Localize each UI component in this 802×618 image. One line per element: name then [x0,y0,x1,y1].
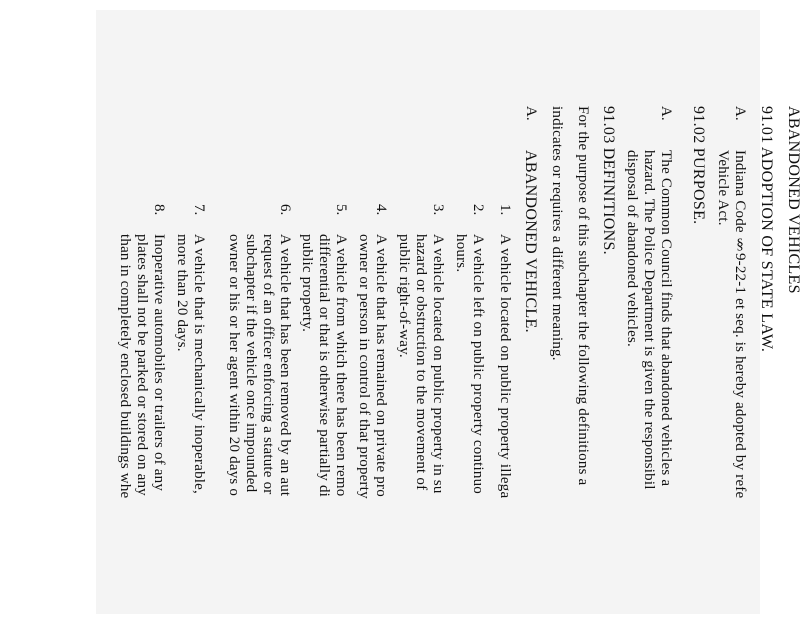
section-heading-9102: 91.02 PURPOSE. [690,106,707,225]
list-item-number: 5. [333,204,349,216]
paragraph-line: Vehicle Act. [715,150,731,226]
list-item-line: more than 20 days. [174,234,190,352]
paragraph-line: indicates or requires a different meaning. [549,106,565,361]
list-item-number: 2. [470,204,486,216]
list-item-line: A vehicle left on public property continuo [470,234,486,495]
list-item-number: 3. [430,204,446,216]
list-item-line: A vehicle that has remained on private pro [373,234,389,497]
paragraph-line: disposal of abandoned vehicles. [624,150,640,347]
list-item-line: A vehicle that has been removed by an aut [277,234,293,497]
list-item-line: public right-of-way. [396,234,412,358]
list-item-line: Inoperative automobiles or trailers of any [151,234,167,492]
scanned-page-rotated [96,10,802,614]
list-item-line: A vehicle from which there has been remo [333,234,349,497]
section-heading-9103: 91.03 DEFINITIONS. [600,106,617,255]
paragraph-line: Indiana Code §9-22-1 et seq. is hereby adopted by refe [732,150,748,499]
list-item-line: than in completely enclosed buildings whe [117,234,133,499]
list-marker: A. [732,106,748,121]
list-item-number: 8. [151,204,167,216]
list-item-line: hazard or obstruction to the movement of [413,234,429,491]
document-title: ABANDONED VEHICLES [785,106,802,294]
list-item-number: 4. [373,204,389,216]
list-item-line: differential or that is otherwise partially di [316,234,332,498]
list-item-line: owner or person in control of that property [356,234,372,499]
list-item-line: A vehicle that is mechanically inoperable, [191,234,207,494]
paragraph-line: For the purpose of this subchapter the following definitions a [575,106,591,486]
list-item-line: public property. [299,234,315,333]
list-item-line: owner or his or her agent within 20 days o [226,234,242,497]
paragraph-line: The Common Council finds that abandoned vehicles a [658,150,674,487]
list-marker: A. [658,106,674,121]
list-item-line: A vehicle located on public property in su [430,234,446,494]
definition-term: ABANDONED VEHICLE. [522,150,539,333]
list-item-line: plates shall not be parked or stored on any [134,234,150,496]
section-heading-9101: 91.01 ADOPTION OF STATE LAW. [758,106,775,353]
list-item-number: 1. [497,204,513,216]
list-item-line: A vehicle located on public property illega [497,234,513,499]
list-item-line: request of an officer enforcing a statute or [260,234,276,495]
paragraph-line: hazard. The Police Department is given the responsibil [641,150,657,490]
list-marker: A. [523,106,539,121]
list-item-line: subchapter if the vehicle once impounded [243,234,259,493]
list-item-line: hours. [453,234,469,273]
list-item-number: 6. [277,204,293,216]
list-item-number: 7. [191,204,207,216]
